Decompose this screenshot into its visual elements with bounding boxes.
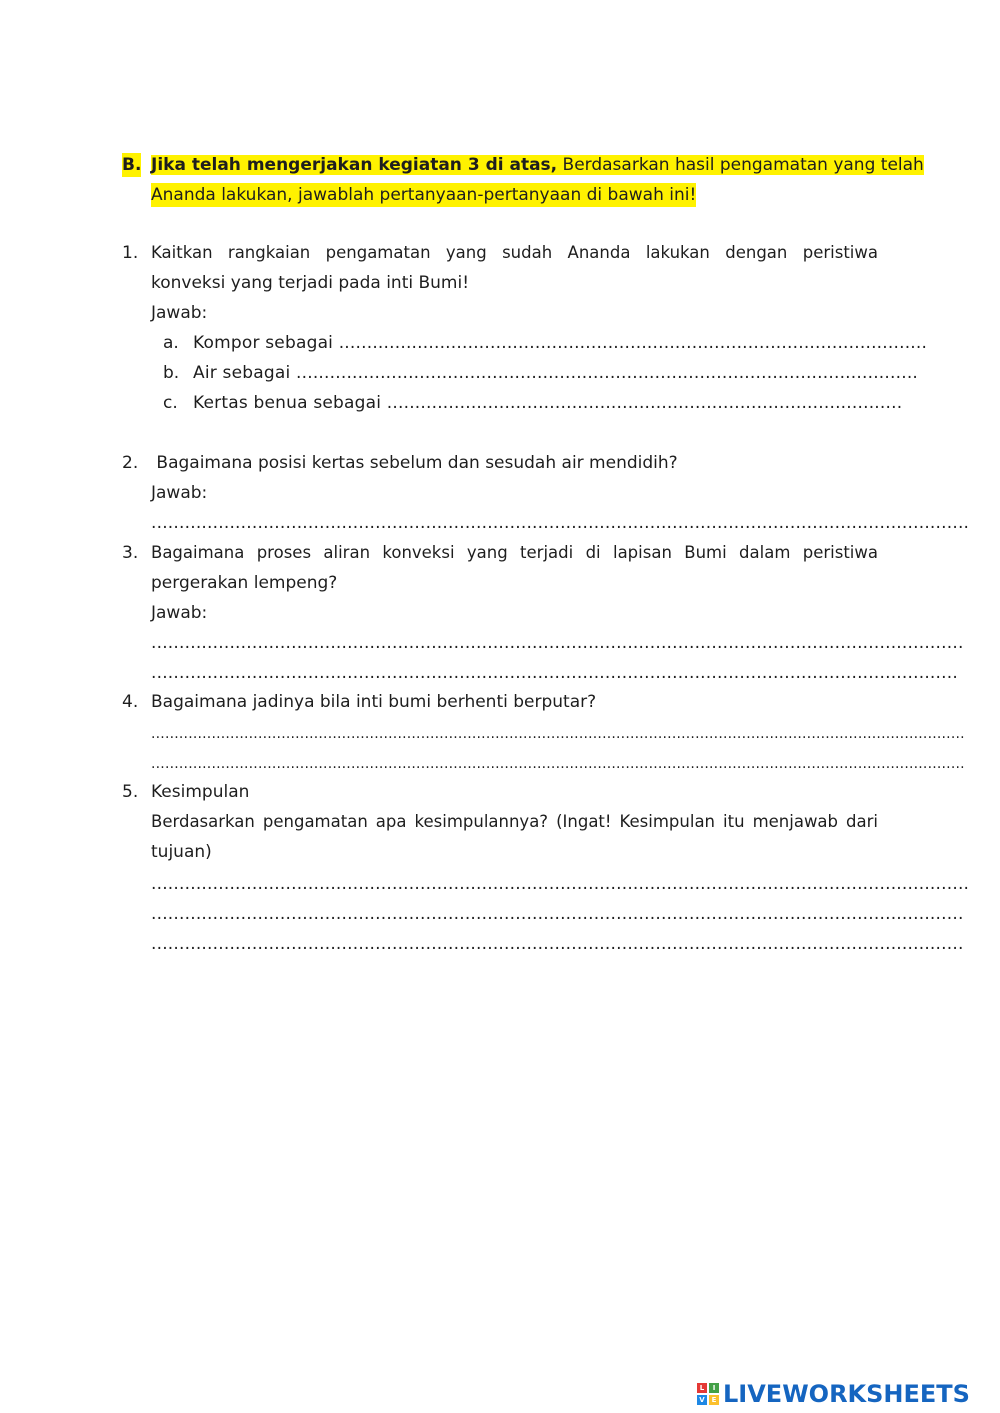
question-2-answer-label: Jawab: bbox=[151, 483, 208, 503]
question-1-text-line1: Kaitkan rangkaian pengamatan yang sudah Ananda lakukan dengan peristiwa bbox=[151, 243, 878, 262]
question-3-answer-label: Jawab: bbox=[151, 603, 208, 623]
section-marker: B. bbox=[122, 155, 142, 175]
question-3-answer-blank-2[interactable]: ................................................................................................................................................ bbox=[151, 663, 958, 683]
logo-tiles-icon bbox=[697, 1383, 719, 1405]
question-1-answer-label: Jawab: bbox=[151, 303, 208, 323]
question-3-text-line1: Bagaimana proses aliran konveksi yang terjadi di lapisan Bumi dalam peristiwa bbox=[151, 543, 878, 562]
question-3-answer-blank-1[interactable]: ................................................................................................................................................. bbox=[151, 633, 964, 653]
section-instruction-bold: Jika telah mengerjakan kegiatan 3 di atas, bbox=[151, 155, 558, 175]
question-1-number: 1. bbox=[122, 243, 139, 263]
logo-tile-l: L bbox=[697, 1383, 707, 1393]
question-5-text-line1: Berdasarkan pengamatan apa kesimpulannya? (Ingat! Kesimpulan itu menjawab dari bbox=[151, 812, 878, 831]
question-5-title: Kesimpulan bbox=[151, 782, 250, 802]
question-1-item-c-letter: c. bbox=[163, 393, 178, 413]
question-3-number: 3. bbox=[122, 543, 139, 563]
question-5-text-line2: tujuan) bbox=[151, 842, 212, 862]
question-4-number: 4. bbox=[122, 692, 139, 712]
section-instruction-rest: Berdasarkan hasil pengamatan yang telah bbox=[562, 155, 924, 175]
section-instruction-line2: Ananda lakukan, jawablah pertanyaan-pertanyaan di bawah ini! bbox=[151, 185, 697, 205]
question-5-answer-blank-2[interactable]: ................................................................................................................................................. bbox=[151, 904, 964, 924]
question-4-answer-blank-2[interactable]: ............................................................................................................................................................................... bbox=[151, 756, 965, 772]
logo-tile-v: V bbox=[697, 1395, 707, 1405]
question-1-item-a-blank[interactable]: Kompor sebagai ......................................................................................................... bbox=[193, 333, 928, 353]
question-2-text: Bagaimana posisi kertas sebelum dan sesudah air mendidih? bbox=[151, 453, 678, 473]
question-2-number: 2. bbox=[122, 453, 139, 473]
question-4-text: Bagaimana jadinya bila inti bumi berhenti berputar? bbox=[151, 692, 597, 712]
question-1-text-line2: konveksi yang terjadi pada inti Bumi! bbox=[151, 273, 470, 293]
question-1-item-a-letter: a. bbox=[163, 333, 179, 353]
question-5-number: 5. bbox=[122, 782, 139, 802]
question-2-answer-blank[interactable]: .................................................................................................................................................. bbox=[151, 513, 970, 533]
section-instruction-line1 bbox=[151, 153, 924, 177]
question-1-item-b-blank[interactable]: Air sebagai ............................................................................................................... bbox=[193, 363, 919, 383]
question-5-answer-blank-3[interactable]: ................................................................................................................................................. bbox=[151, 934, 964, 954]
logo-text: LIVEWORKSHEETS bbox=[723, 1380, 970, 1408]
liveworksheets-logo[interactable] bbox=[697, 1378, 970, 1410]
question-5-answer-blank-1[interactable]: .................................................................................................................................................. bbox=[151, 874, 970, 894]
logo-tile-i: I bbox=[709, 1383, 719, 1393]
question-1-item-c-blank[interactable]: Kertas benua sebagai ............................................................................................ bbox=[193, 393, 903, 413]
question-3-text-line2: pergerakan lempeng? bbox=[151, 573, 338, 593]
logo-tile-e: E bbox=[709, 1395, 719, 1405]
question-4-answer-blank-1[interactable]: ............................................................................................................................................................................... bbox=[151, 726, 965, 742]
question-1-item-b-letter: b. bbox=[163, 363, 180, 383]
